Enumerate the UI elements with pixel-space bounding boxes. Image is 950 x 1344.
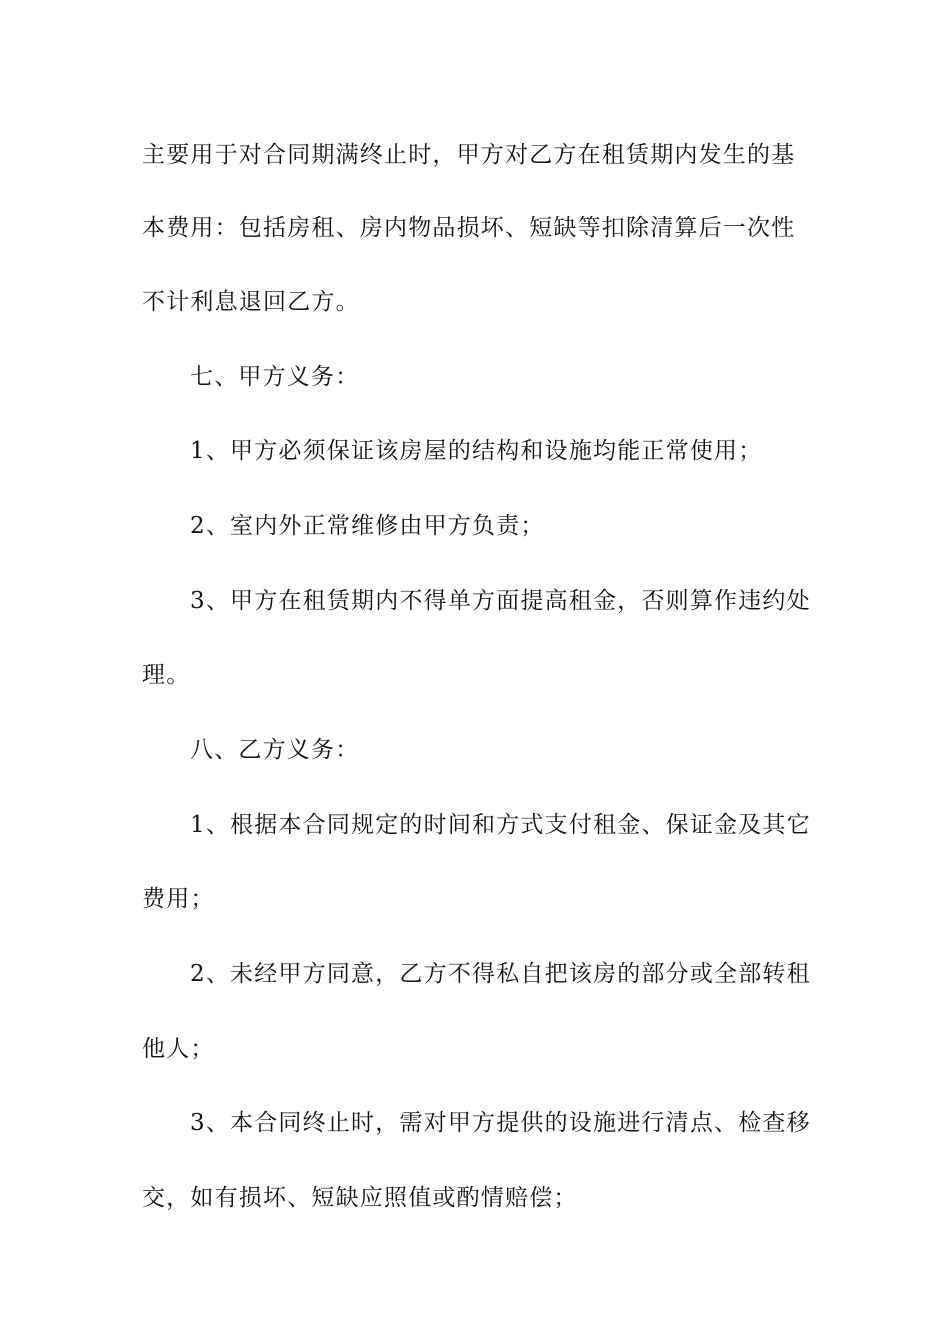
clause-line: 1、甲方必须保证该房屋的结构和设施均能正常使用； <box>190 438 763 464</box>
clause-line: 交，如有损坏、短缺应照值或酌情赔偿； <box>142 1185 578 1211</box>
paragraph-line: 主要用于对合同期满终止时，甲方对乙方在租赁期内发生的基 <box>142 142 796 168</box>
paragraph-line: 本费用：包括房租、房内物品损坏、短缺等扣除清算后一次性 <box>142 215 796 241</box>
clause-line: 3、甲方在租赁期内不得单方面提高租金，否则算作违约处 <box>190 588 811 614</box>
clause-line: 3、本合同终止时，需对甲方提供的设施进行清点、检查移 <box>190 1110 811 1136</box>
clause-line: 1、根据本合同规定的时间和方式支付租金、保证金及其它 <box>190 812 811 838</box>
clause-line: 费用； <box>142 886 215 912</box>
section-heading-party-b-obligations: 八、乙方义务： <box>190 737 360 763</box>
clause-line: 理。 <box>142 662 191 688</box>
clause-line: 2、室内外正常维修由甲方负责； <box>190 513 545 539</box>
clause-line: 2、未经甲方同意，乙方不得私自把该房的部分或全部转租 <box>190 961 811 987</box>
section-heading-party-a-obligations: 七、甲方义务： <box>190 364 360 390</box>
paragraph-line: 不计利息退回乙方。 <box>142 289 360 315</box>
clause-line: 他人； <box>142 1036 215 1062</box>
